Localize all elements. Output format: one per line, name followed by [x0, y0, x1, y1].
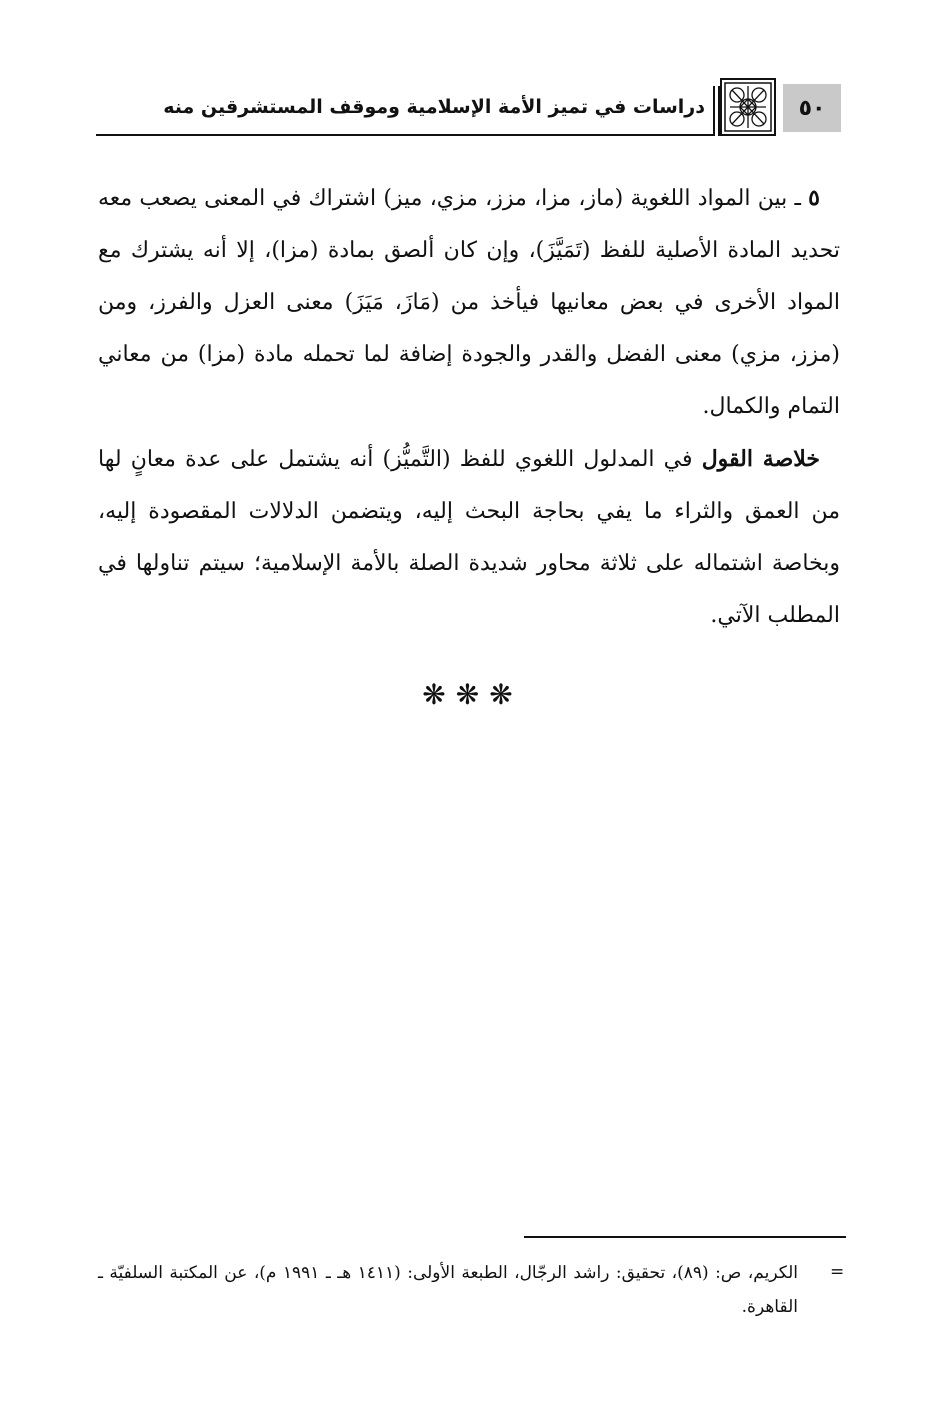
page-number: ٥٠: [783, 84, 841, 132]
ornament-icon: [720, 78, 776, 136]
footnote-text: الكريم، ص: (٨٩)، تحقيق: راشد الرجّال، الطبعة الأولى: (١٤١١ هـ ـ ١٩٩١ م)، عن المكتبة السلفيّة ـ القاهرة.: [98, 1263, 798, 1317]
paragraph-point-5: [98, 172, 840, 433]
running-title: دراسات في تميز الأمة الإسلامية وموقف المستشرقين منه: [163, 96, 705, 118]
section-separator: ❋❋❋: [422, 678, 523, 711]
header-rule: [96, 134, 713, 136]
header-double-bar: [713, 86, 720, 136]
footnote-continuation-mark: =: [830, 1262, 845, 1282]
conclusion-lead: خلاصة القول: [701, 446, 821, 472]
paragraph-text: في المدلول اللغوي للفظ (التَّميُّز) أنه يشتمل على عدة معانٍ لها من العمق والثراء ما يفي بحاجة البحث إليه، ويتضمن الدلالات المقصودة إليه، وبخاصة اشتماله على ثلاثة محاور شديدة الصلة بالأمة الإسلامية؛ سيتم تناولها في المطلب الآتي.: [98, 447, 840, 628]
paragraph-conclusion: [98, 433, 840, 642]
footnote-rule: [524, 1236, 846, 1238]
paragraph-text: ـ بين المواد اللغوية (ماز، مزا، مزز، مزي، ميز) اشتراك في المعنى يصعب معه تحديد المادة الأصلية للفظ (تَمَيَّزَ)، وإن كان ألصق بمادة (مزا)، إلا أنه يشترك مع المواد الأخرى في بعض معانيها فيأخذ من (مَازَ، مَيَزَ) معنى العزل والفرز، ومن (مزز، مزي) معنى الفضل والقدر والجودة إضافة لما تحمله مادة (مزا) من معاني التمام والكمال.: [98, 186, 840, 419]
running-header: [96, 78, 841, 136]
main-text: [98, 172, 840, 642]
point-number: ٥: [808, 185, 820, 211]
